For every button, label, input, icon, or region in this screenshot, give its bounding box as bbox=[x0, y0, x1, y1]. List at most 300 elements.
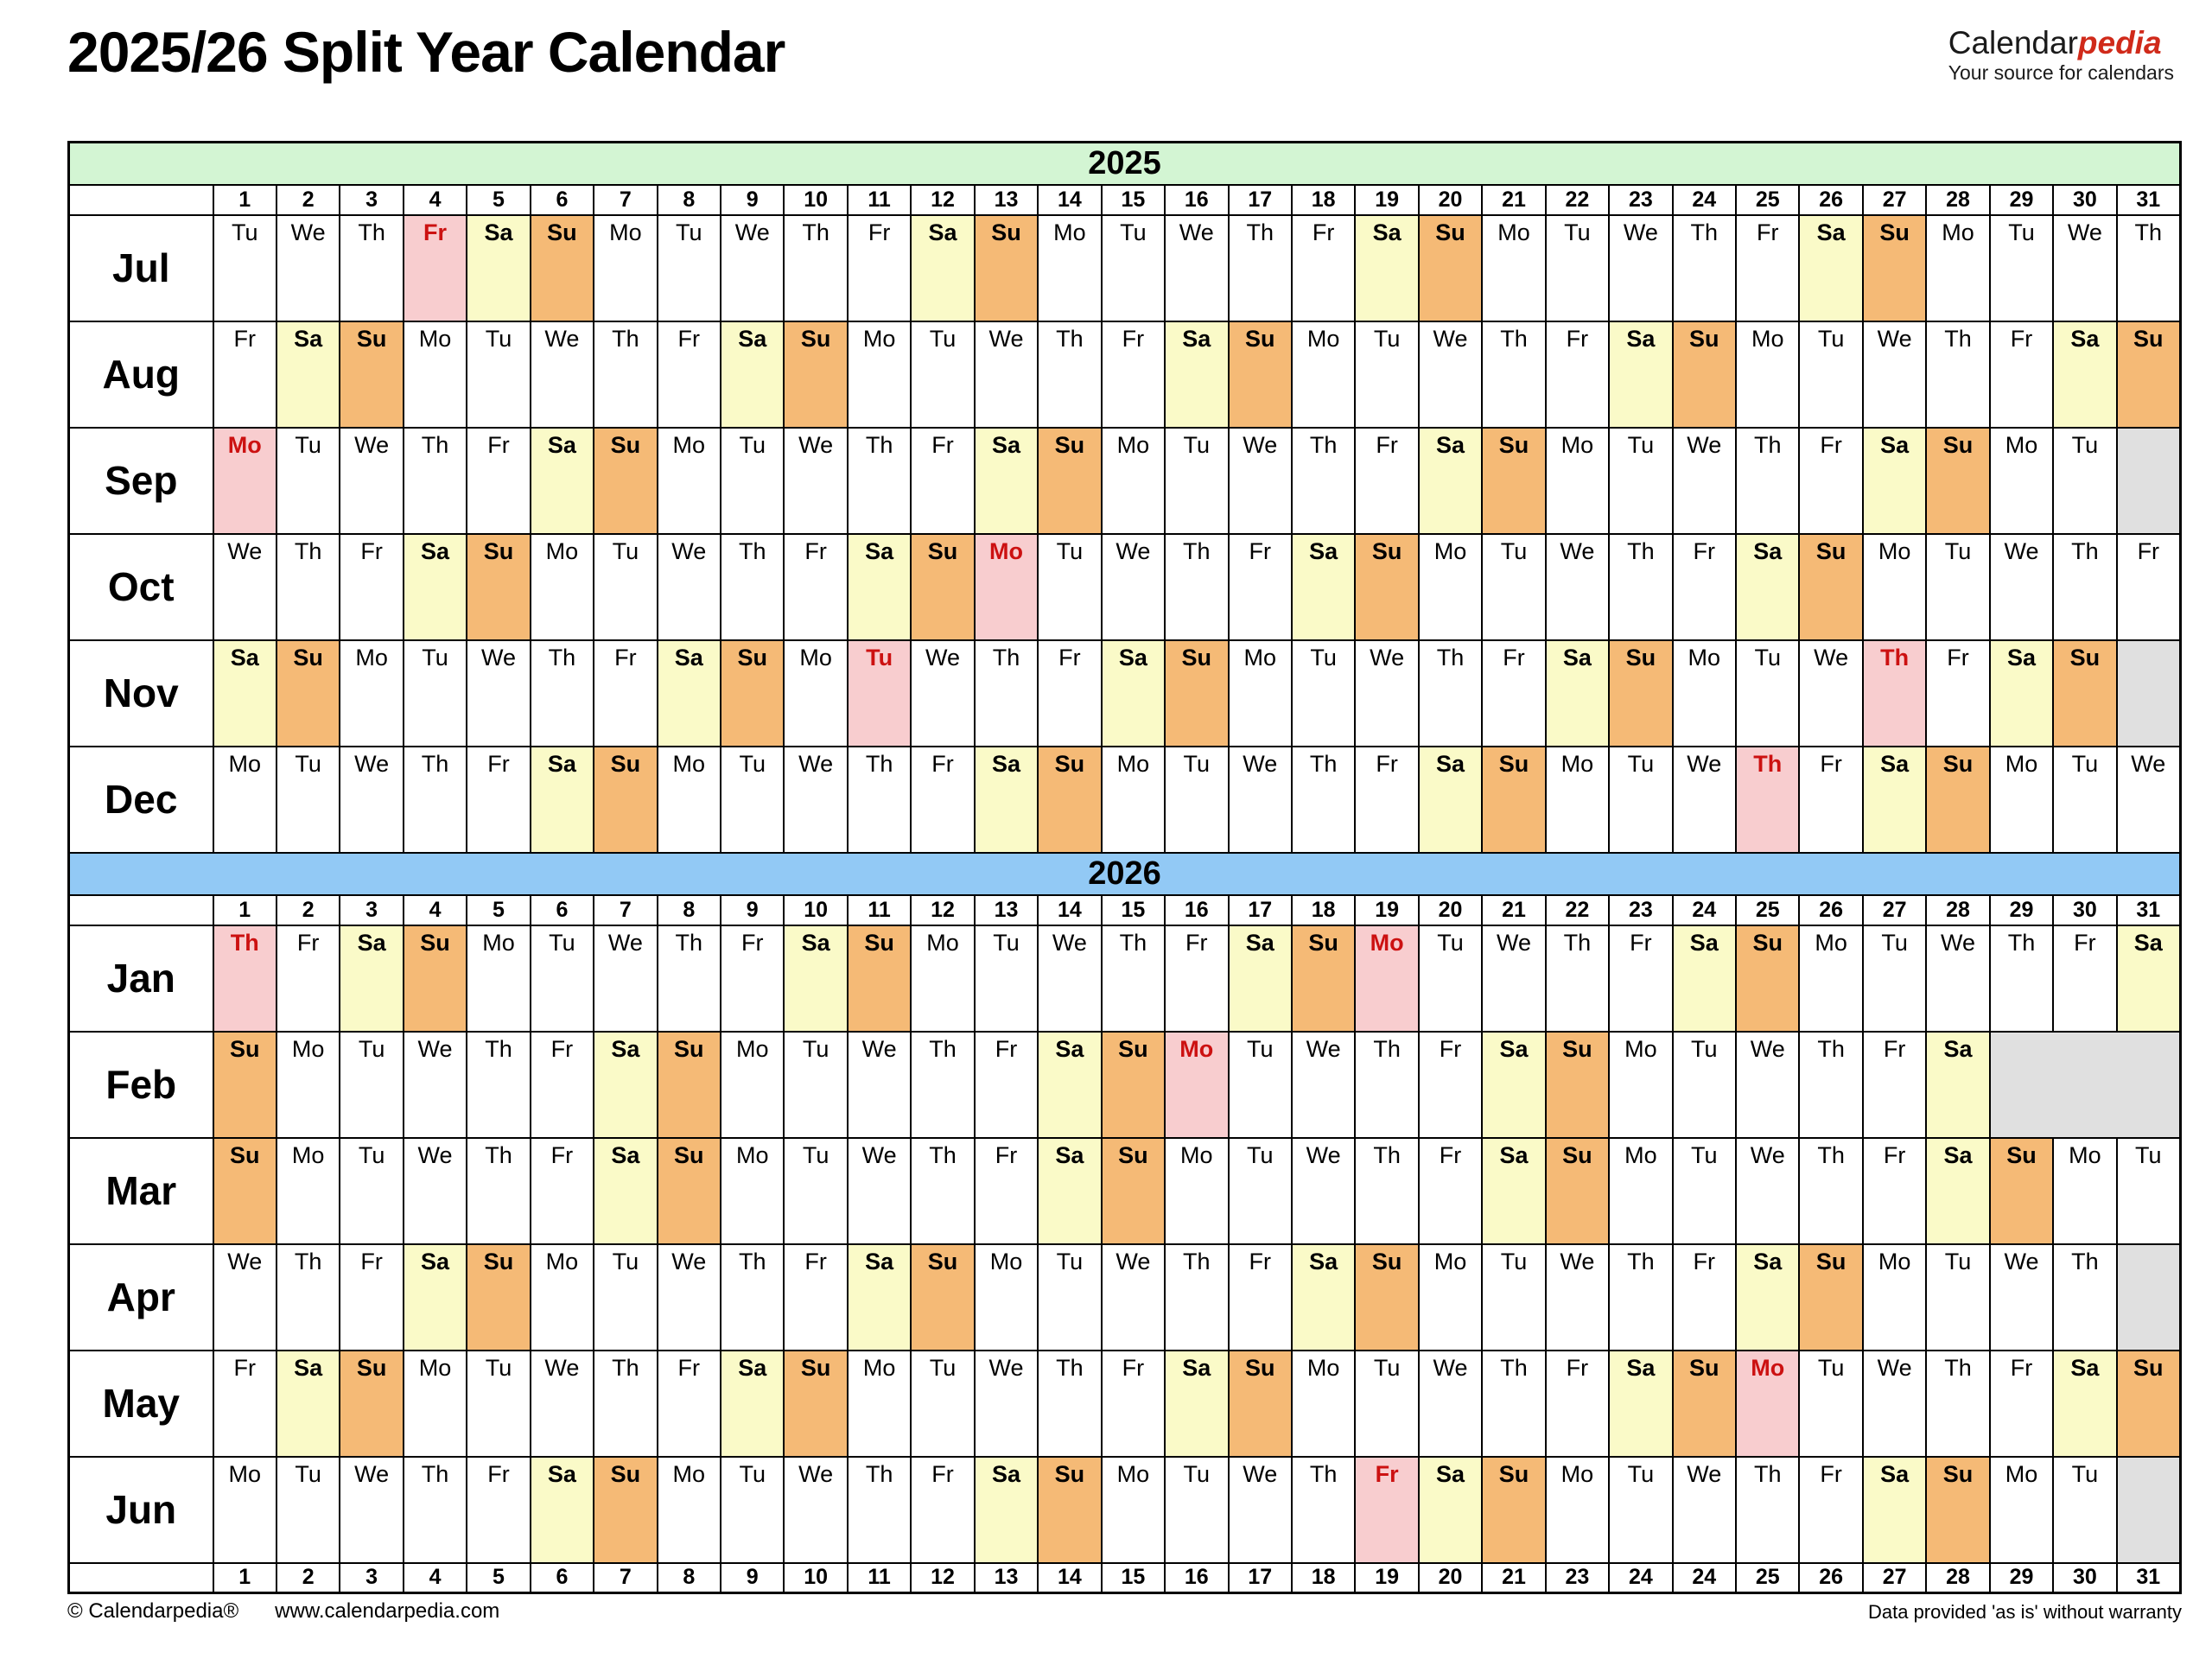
day-cell: Mo bbox=[1292, 1351, 1355, 1457]
day-cell: Mo bbox=[1546, 428, 1609, 534]
day-cell: Mo bbox=[404, 1351, 467, 1457]
day-cell: We bbox=[594, 925, 657, 1032]
logo-text-black: Calendar bbox=[1948, 25, 2078, 60]
empty-day-cell bbox=[2117, 1244, 2181, 1351]
day-cell: Th bbox=[1355, 1032, 1418, 1138]
day-cell: Mo bbox=[1990, 428, 2053, 534]
day-cell: Mo bbox=[1102, 1457, 1165, 1563]
day-cell: Sa bbox=[1165, 1351, 1228, 1457]
day-cell: Mo bbox=[1863, 1244, 1926, 1351]
day-number: 15 bbox=[1102, 185, 1165, 215]
day-cell: Fr bbox=[911, 1457, 974, 1563]
month-label: Nov bbox=[69, 640, 213, 747]
day-number: 13 bbox=[975, 895, 1038, 925]
day-cell: Fr bbox=[975, 1138, 1038, 1244]
day-cell: Mo bbox=[276, 1032, 340, 1138]
day-cell: We bbox=[531, 1351, 594, 1457]
day-cell: Mo bbox=[594, 215, 657, 321]
day-cell: Sa bbox=[1863, 428, 1926, 534]
day-cell: Su bbox=[2117, 1351, 2181, 1457]
day-cell: Mo bbox=[721, 1032, 784, 1138]
day-cell: Tu bbox=[2053, 428, 2116, 534]
day-cell: Tu bbox=[1609, 747, 1672, 853]
day-cell: Sa bbox=[1292, 1244, 1355, 1351]
day-cell: Mo bbox=[404, 321, 467, 428]
day-cell: Su bbox=[1673, 1351, 1736, 1457]
day-cell: Fr bbox=[1799, 1457, 1862, 1563]
day-cell: Th bbox=[2053, 534, 2116, 640]
day-cell: We bbox=[1419, 321, 1482, 428]
holiday-day-cell: Th bbox=[1863, 640, 1926, 747]
day-number: 2 bbox=[276, 895, 340, 925]
day-cell: Tu bbox=[1609, 1457, 1672, 1563]
day-cell: Su bbox=[594, 747, 657, 853]
day-number: 7 bbox=[594, 895, 657, 925]
day-cell: Sa bbox=[1926, 1032, 1989, 1138]
day-cell: Su bbox=[1038, 747, 1101, 853]
day-cell: Mo bbox=[721, 1138, 784, 1244]
day-cell: Tu bbox=[1736, 640, 1799, 747]
day-number: 9 bbox=[721, 185, 784, 215]
day-cell: Fr bbox=[1482, 640, 1545, 747]
day-cell: We bbox=[658, 534, 721, 640]
day-cell: Tu bbox=[467, 321, 530, 428]
day-cell: Su bbox=[1038, 1457, 1101, 1563]
day-cell: Fr bbox=[1799, 747, 1862, 853]
year-header-row-2025 bbox=[69, 143, 2181, 185]
day-cell: Mo bbox=[1546, 747, 1609, 853]
day-number: 6 bbox=[531, 895, 594, 925]
day-number: 18 bbox=[1292, 185, 1355, 215]
day-cell: Fr bbox=[1546, 321, 1609, 428]
day-number: 1 bbox=[213, 1563, 276, 1593]
day-cell: Tu bbox=[1863, 925, 1926, 1032]
day-cell: Su bbox=[1546, 1138, 1609, 1244]
day-cell: Fr bbox=[658, 1351, 721, 1457]
day-number: 2 bbox=[276, 1563, 340, 1593]
day-cell: Su bbox=[1799, 534, 1862, 640]
day-cell: We bbox=[1926, 925, 1989, 1032]
day-cell: Su bbox=[658, 1032, 721, 1138]
day-cell: Fr bbox=[1863, 1032, 1926, 1138]
month-label: Dec bbox=[69, 747, 213, 853]
day-number: 30 bbox=[2053, 185, 2116, 215]
day-cell: Fr bbox=[1926, 640, 1989, 747]
day-number: 8 bbox=[658, 185, 721, 215]
day-cell: Th bbox=[404, 428, 467, 534]
day-cell: Sa bbox=[1419, 428, 1482, 534]
day-cell: Mo bbox=[848, 1351, 911, 1457]
day-cell: Sa bbox=[975, 747, 1038, 853]
day-cell: Sa bbox=[1419, 747, 1482, 853]
day-number: 26 bbox=[1799, 895, 1862, 925]
day-cell: Th bbox=[1292, 747, 1355, 853]
day-cell: Sa bbox=[404, 1244, 467, 1351]
day-number: 17 bbox=[1229, 185, 1292, 215]
day-number: 29 bbox=[1990, 895, 2053, 925]
day-number: 6 bbox=[531, 185, 594, 215]
day-cell: Tu bbox=[276, 428, 340, 534]
day-cell: Mo bbox=[1482, 215, 1545, 321]
day-cell: Th bbox=[1165, 534, 1228, 640]
day-cell: Tu bbox=[1482, 534, 1545, 640]
empty-day-cell bbox=[2117, 428, 2181, 534]
day-cell: Fr bbox=[1419, 1138, 1482, 1244]
day-number: 2 bbox=[276, 185, 340, 215]
day-cell: Th bbox=[911, 1032, 974, 1138]
day-cell: Th bbox=[1165, 1244, 1228, 1351]
day-cell: Fr bbox=[467, 747, 530, 853]
day-number: 26 bbox=[1799, 1563, 1862, 1593]
day-cell: Fr bbox=[784, 534, 847, 640]
day-cell: Fr bbox=[340, 1244, 403, 1351]
day-cell: Su bbox=[1482, 747, 1545, 853]
year-header-row-2026 bbox=[69, 853, 2181, 895]
day-cell: Fr bbox=[1736, 215, 1799, 321]
day-cell: Tu bbox=[1419, 925, 1482, 1032]
day-cell: We bbox=[1673, 428, 1736, 534]
day-cell: Th bbox=[1736, 428, 1799, 534]
holiday-day-cell: Mo bbox=[1355, 925, 1418, 1032]
day-number: 19 bbox=[1355, 185, 1418, 215]
day-cell: Su bbox=[1926, 1457, 1989, 1563]
day-cell: Sa bbox=[658, 640, 721, 747]
day-cell: We bbox=[1102, 534, 1165, 640]
day-cell: Fr bbox=[911, 747, 974, 853]
day-cell: Mo bbox=[1165, 1138, 1228, 1244]
day-number: 27 bbox=[1863, 895, 1926, 925]
day-cell: Su bbox=[1863, 215, 1926, 321]
day-number: 30 bbox=[2053, 895, 2116, 925]
day-cell: We bbox=[213, 534, 276, 640]
day-cell: We bbox=[1609, 215, 1672, 321]
day-cell: Su bbox=[1799, 1244, 1862, 1351]
day-number: 14 bbox=[1038, 1563, 1101, 1593]
calendarpedia-logo[interactable] bbox=[1948, 26, 2174, 85]
day-cell: Th bbox=[467, 1032, 530, 1138]
day-number: 31 bbox=[2117, 895, 2181, 925]
day-cell: Th bbox=[784, 215, 847, 321]
day-cell: Su bbox=[1673, 321, 1736, 428]
footer-left bbox=[67, 1599, 499, 1624]
day-number: 8 bbox=[658, 895, 721, 925]
day-number: 8 bbox=[658, 1563, 721, 1593]
day-cell: Fr bbox=[1292, 215, 1355, 321]
day-cell: Mo bbox=[658, 747, 721, 853]
day-cell: Sa bbox=[1419, 1457, 1482, 1563]
day-cell: Tu bbox=[1990, 215, 2053, 321]
day-cell: Fr bbox=[848, 215, 911, 321]
day-cell: Sa bbox=[1863, 1457, 1926, 1563]
day-cell: Th bbox=[594, 321, 657, 428]
day-cell: Fr bbox=[531, 1032, 594, 1138]
day-cell: We bbox=[975, 1351, 1038, 1457]
day-cell: Tu bbox=[340, 1032, 403, 1138]
day-cell: Mo bbox=[1419, 534, 1482, 640]
day-cell: Tu bbox=[784, 1138, 847, 1244]
day-cell: We bbox=[1673, 747, 1736, 853]
day-cell: Th bbox=[1292, 428, 1355, 534]
day-cell: Fr bbox=[1990, 321, 2053, 428]
day-cell: Tu bbox=[1799, 1351, 1862, 1457]
day-cell: Su bbox=[467, 534, 530, 640]
day-cell: We bbox=[1229, 1457, 1292, 1563]
day-cell: Tu bbox=[1355, 1351, 1418, 1457]
day-cell: Th bbox=[1355, 1138, 1418, 1244]
day-cell: Tu bbox=[594, 1244, 657, 1351]
day-cell: Su bbox=[658, 1138, 721, 1244]
day-cell: Tu bbox=[276, 1457, 340, 1563]
month-row-jan bbox=[69, 925, 2181, 1032]
day-number: 19 bbox=[1355, 895, 1418, 925]
day-number: 11 bbox=[848, 1563, 911, 1593]
day-number: 14 bbox=[1038, 185, 1101, 215]
holiday-day-cell: Mo bbox=[1736, 1351, 1799, 1457]
month-label: Oct bbox=[69, 534, 213, 640]
day-cell: Sa bbox=[1292, 534, 1355, 640]
day-number: 12 bbox=[911, 1563, 974, 1593]
day-cell: Tu bbox=[531, 925, 594, 1032]
day-number: 29 bbox=[1990, 185, 2053, 215]
day-cell: Su bbox=[276, 640, 340, 747]
day-number: 5 bbox=[467, 1563, 530, 1593]
day-number: 17 bbox=[1229, 1563, 1292, 1593]
day-cell: Mo bbox=[975, 1244, 1038, 1351]
day-cell: Fr bbox=[1799, 428, 1862, 534]
day-cell: Su bbox=[1355, 1244, 1418, 1351]
day-cell: Th bbox=[404, 747, 467, 853]
day-cell: Su bbox=[1165, 640, 1228, 747]
day-cell: Th bbox=[594, 1351, 657, 1457]
day-number: 5 bbox=[467, 895, 530, 925]
day-cell: Th bbox=[2053, 1244, 2116, 1351]
day-cell: Th bbox=[1292, 1457, 1355, 1563]
day-cell: Sa bbox=[1736, 534, 1799, 640]
day-cell: Fr bbox=[1038, 640, 1101, 747]
day-cell: We bbox=[721, 215, 784, 321]
month-row-sep bbox=[69, 428, 2181, 534]
day-cell: Th bbox=[1926, 1351, 1989, 1457]
copyright-text: © Calendarpedia® bbox=[67, 1599, 239, 1623]
day-cell: We bbox=[911, 640, 974, 747]
day-cell: Su bbox=[1482, 428, 1545, 534]
day-number: 7 bbox=[594, 1563, 657, 1593]
day-cell: Sa bbox=[975, 428, 1038, 534]
day-number: 28 bbox=[1926, 185, 1989, 215]
day-cell: We bbox=[1292, 1138, 1355, 1244]
day-cell: Tu bbox=[911, 1351, 974, 1457]
day-cell: We bbox=[1546, 1244, 1609, 1351]
month-row-dec bbox=[69, 747, 2181, 853]
day-number: 18 bbox=[1292, 1563, 1355, 1593]
day-cell: Su bbox=[1609, 640, 1672, 747]
site-url[interactable]: www.calendarpedia.com bbox=[275, 1599, 500, 1623]
day-cell: We bbox=[2053, 215, 2116, 321]
day-cell: Sa bbox=[975, 1457, 1038, 1563]
day-cell: Su bbox=[1229, 321, 1292, 428]
day-cell: Su bbox=[1926, 747, 1989, 853]
day-number: 27 bbox=[1863, 185, 1926, 215]
day-cell: We bbox=[848, 1138, 911, 1244]
day-cell: Th bbox=[721, 1244, 784, 1351]
holiday-day-cell: Th bbox=[213, 925, 276, 1032]
month-label: Jan bbox=[69, 925, 213, 1032]
day-cell: Mo bbox=[2053, 1138, 2116, 1244]
day-cell: Fr bbox=[658, 321, 721, 428]
day-cell: We bbox=[404, 1032, 467, 1138]
day-cell: Sa bbox=[1673, 925, 1736, 1032]
month-label: Mar bbox=[69, 1138, 213, 1244]
day-cell: Sa bbox=[1736, 1244, 1799, 1351]
day-cell: Tu bbox=[1292, 640, 1355, 747]
day-cell: Mo bbox=[1926, 215, 1989, 321]
month-label: Apr bbox=[69, 1244, 213, 1351]
day-number: 28 bbox=[1926, 895, 1989, 925]
month-row-aug bbox=[69, 321, 2181, 428]
day-cell: Sa bbox=[1609, 321, 1672, 428]
day-cell: Th bbox=[848, 1457, 911, 1563]
day-cell: Th bbox=[276, 1244, 340, 1351]
corner-cell bbox=[69, 185, 213, 215]
day-cell: Mo bbox=[784, 640, 847, 747]
day-cell: Fr bbox=[213, 321, 276, 428]
day-cell: Tu bbox=[721, 1457, 784, 1563]
day-cell: Th bbox=[1799, 1138, 1862, 1244]
day-cell: Su bbox=[911, 534, 974, 640]
day-cell: Mo bbox=[340, 640, 403, 747]
day-cell: Mo bbox=[467, 925, 530, 1032]
day-cell: Th bbox=[340, 215, 403, 321]
day-number: 25 bbox=[1736, 185, 1799, 215]
day-cell: Th bbox=[975, 640, 1038, 747]
day-number: 3 bbox=[340, 1563, 403, 1593]
day-cell: Sa bbox=[276, 1351, 340, 1457]
day-cell: Mo bbox=[531, 1244, 594, 1351]
day-cell: Fr bbox=[467, 428, 530, 534]
page-header bbox=[67, 12, 2174, 124]
day-number: 15 bbox=[1102, 895, 1165, 925]
day-cell: Su bbox=[1736, 925, 1799, 1032]
day-cell: We bbox=[1990, 1244, 2053, 1351]
day-cell: Sa bbox=[2117, 925, 2181, 1032]
month-row-jul bbox=[69, 215, 2181, 321]
day-cell: We bbox=[1102, 1244, 1165, 1351]
day-cell: Sa bbox=[721, 1351, 784, 1457]
day-cell: We bbox=[1673, 1457, 1736, 1563]
day-number: 17 bbox=[1229, 895, 1292, 925]
day-cell: Mo bbox=[1799, 925, 1862, 1032]
day-cell: Sa bbox=[404, 534, 467, 640]
day-cell: Mo bbox=[911, 925, 974, 1032]
day-cell: Fr bbox=[1229, 1244, 1292, 1351]
day-cell: Tu bbox=[1673, 1032, 1736, 1138]
day-cell: We bbox=[340, 428, 403, 534]
day-number: 28 bbox=[1926, 1563, 1989, 1593]
day-number: 20 bbox=[1419, 185, 1482, 215]
day-cell: Sa bbox=[1609, 1351, 1672, 1457]
day-number: 6 bbox=[531, 1563, 594, 1593]
day-cell: Sa bbox=[1229, 925, 1292, 1032]
day-cell: We bbox=[467, 640, 530, 747]
day-number: 16 bbox=[1165, 1563, 1228, 1593]
day-cell: Su bbox=[784, 321, 847, 428]
holiday-day-cell: Fr bbox=[1355, 1457, 1418, 1563]
day-number: 21 bbox=[1482, 1563, 1545, 1593]
month-label: Sep bbox=[69, 428, 213, 534]
day-cell: Tu bbox=[1355, 321, 1418, 428]
day-cell: Sa bbox=[1799, 215, 1862, 321]
day-cell: Su bbox=[340, 321, 403, 428]
day-cell: Tu bbox=[467, 1351, 530, 1457]
day-cell: Su bbox=[213, 1138, 276, 1244]
day-cell: Fr bbox=[975, 1032, 1038, 1138]
page-title: 2025/26 Split Year Calendar bbox=[67, 20, 785, 84]
day-cell: Th bbox=[848, 428, 911, 534]
day-cell: Th bbox=[1546, 925, 1609, 1032]
day-cell: Sa bbox=[531, 428, 594, 534]
day-cell: Fr bbox=[213, 1351, 276, 1457]
day-cell: Su bbox=[213, 1032, 276, 1138]
month-row-may bbox=[69, 1351, 2181, 1457]
day-number: 1 bbox=[213, 895, 276, 925]
day-cell: We bbox=[213, 1244, 276, 1351]
disclaimer-text: Data provided 'as is' without warranty bbox=[1867, 1601, 2182, 1623]
month-row-oct bbox=[69, 534, 2181, 640]
day-cell: Th bbox=[1736, 1457, 1799, 1563]
day-number: 26 bbox=[1799, 185, 1862, 215]
day-cell: Fr bbox=[1102, 1351, 1165, 1457]
day-cell: Tu bbox=[2117, 1138, 2181, 1244]
day-cell: Tu bbox=[1165, 1457, 1228, 1563]
month-row-jun bbox=[69, 1457, 2181, 1563]
holiday-day-cell: Mo bbox=[1165, 1032, 1228, 1138]
day-cell: Su bbox=[848, 925, 911, 1032]
day-cell: Th bbox=[2117, 215, 2181, 321]
day-cell: Fr bbox=[721, 925, 784, 1032]
day-cell: Su bbox=[975, 215, 1038, 321]
day-number: 15 bbox=[1102, 1563, 1165, 1593]
day-cell: Fr bbox=[1546, 1351, 1609, 1457]
day-cell: Th bbox=[1102, 925, 1165, 1032]
day-cell: Mo bbox=[1736, 321, 1799, 428]
day-cell: Fr bbox=[2117, 534, 2181, 640]
day-number: 24 bbox=[1673, 895, 1736, 925]
day-cell: Mo bbox=[276, 1138, 340, 1244]
day-cell: Sa bbox=[784, 925, 847, 1032]
day-number: 16 bbox=[1165, 185, 1228, 215]
day-cell: Tu bbox=[1165, 428, 1228, 534]
day-number: 30 bbox=[2053, 1563, 2116, 1593]
day-cell: Mo bbox=[213, 747, 276, 853]
day-cell: Th bbox=[1419, 640, 1482, 747]
day-cell: Th bbox=[1038, 321, 1101, 428]
day-cell: Tu bbox=[340, 1138, 403, 1244]
day-cell: We bbox=[1165, 215, 1228, 321]
day-cell: Tu bbox=[1229, 1032, 1292, 1138]
day-cell: We bbox=[1355, 640, 1418, 747]
month-label: May bbox=[69, 1351, 213, 1457]
day-cell: We bbox=[975, 321, 1038, 428]
day-cell: Tu bbox=[404, 640, 467, 747]
day-cell: Th bbox=[848, 747, 911, 853]
day-cell: Tu bbox=[721, 747, 784, 853]
day-cell: We bbox=[784, 428, 847, 534]
day-number: 10 bbox=[784, 1563, 847, 1593]
day-number: 13 bbox=[975, 185, 1038, 215]
day-number: 16 bbox=[1165, 895, 1228, 925]
day-cell: Su bbox=[404, 925, 467, 1032]
day-cell: Su bbox=[1292, 925, 1355, 1032]
